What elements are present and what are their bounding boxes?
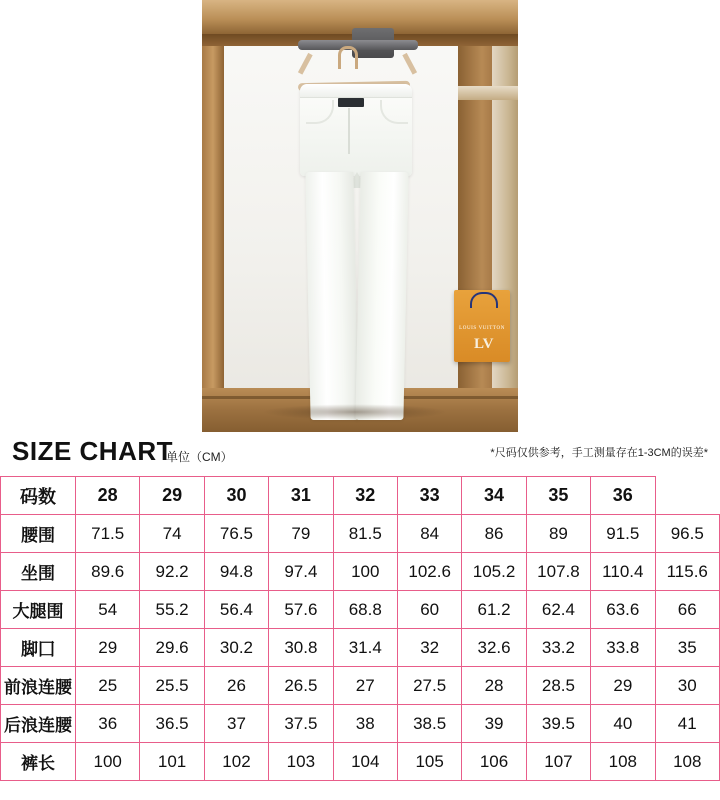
table-cell: 30 [655, 667, 719, 705]
row-label: 脚囗 [1, 629, 76, 667]
unit-label: 单位（CM） [166, 450, 233, 464]
table-cell: 57.6 [269, 591, 333, 629]
table-cell: 68.8 [333, 591, 397, 629]
table-cell: 74 [140, 515, 204, 553]
table-cell: 81.5 [333, 515, 397, 553]
table-cell: 30.2 [204, 629, 268, 667]
hanger-hook [338, 46, 358, 69]
table-cell: 103 [269, 743, 333, 781]
table-cell: 27 [333, 667, 397, 705]
table-cell: 28 [462, 667, 526, 705]
wood-column-right-inner [492, 0, 518, 432]
jeans-waistband [300, 84, 412, 98]
table-cell: 76.5 [204, 515, 268, 553]
row-label: 坐围 [1, 553, 76, 591]
brand-label-tag [338, 98, 364, 107]
table-cell: 36 [76, 705, 140, 743]
table-cell: 66 [655, 591, 719, 629]
table-cell: 38.5 [397, 705, 461, 743]
zip-fly [348, 108, 350, 154]
measurement-note: *尺码仅供参考，手工测量存在1-3CM的误差* [490, 447, 708, 459]
header-cell: 31 [269, 477, 333, 515]
table-cell: 79 [269, 515, 333, 553]
table-cell: 89.6 [76, 553, 140, 591]
size-table [0, 476, 720, 781]
table-row [1, 667, 720, 705]
table-cell: 39 [462, 705, 526, 743]
table-cell: 105.2 [462, 553, 526, 591]
table-cell: 55.2 [140, 591, 204, 629]
floor-shadow [262, 404, 448, 420]
table-cell: 28.5 [526, 667, 590, 705]
table-cell: 36.5 [140, 705, 204, 743]
table-row [1, 553, 720, 591]
table-cell: 108 [591, 743, 655, 781]
table-cell: 104 [333, 743, 397, 781]
table-cell: 106 [462, 743, 526, 781]
table-cell: 38 [333, 705, 397, 743]
table-row [1, 591, 720, 629]
photo-scene [202, 0, 518, 432]
table-cell: 30.8 [269, 629, 333, 667]
row-label: 前浪连腰 [1, 667, 76, 705]
table-row [1, 515, 720, 553]
header-cell: 29 [140, 477, 204, 515]
header-cell: 28 [76, 477, 140, 515]
table-cell: 33.2 [526, 629, 590, 667]
table-cell: 107.8 [526, 553, 590, 591]
row-label: 腰围 [1, 515, 76, 553]
table-cell: 29 [591, 667, 655, 705]
header-cell: 35 [526, 477, 590, 515]
table-cell: 89 [526, 515, 590, 553]
row-label: 后浪连腰 [1, 705, 76, 743]
table-cell: 97.4 [269, 553, 333, 591]
table-cell: 63.6 [591, 591, 655, 629]
rail-bar [298, 40, 418, 50]
header-cell: 33 [397, 477, 461, 515]
table-cell: 84 [397, 515, 461, 553]
table-cell: 29.6 [140, 629, 204, 667]
table-cell: 102 [204, 743, 268, 781]
header-cell: 34 [462, 477, 526, 515]
table-cell: 29 [76, 629, 140, 667]
table-cell: 102.6 [397, 553, 461, 591]
table-cell: 108 [655, 743, 719, 781]
header-cell: 32 [333, 477, 397, 515]
table-cell: 101 [140, 743, 204, 781]
table-cell: 105 [397, 743, 461, 781]
table-cell: 107 [526, 743, 590, 781]
table-cell: 32 [397, 629, 461, 667]
table-cell: 92.2 [140, 553, 204, 591]
table-row [1, 629, 720, 667]
table-cell: 25 [76, 667, 140, 705]
table-cell: 32.6 [462, 629, 526, 667]
jeans-leg-right [355, 172, 408, 420]
table-cell: 27.5 [397, 667, 461, 705]
shelf-middle [458, 86, 518, 100]
table-cell: 86 [462, 515, 526, 553]
table-cell: 100 [76, 743, 140, 781]
table-cell: 35 [655, 629, 719, 667]
header-cell: 36 [591, 477, 655, 515]
table-cell: 54 [76, 591, 140, 629]
table-cell: 61.2 [462, 591, 526, 629]
table-cell: 91.5 [591, 515, 655, 553]
wood-strip-left [202, 0, 224, 432]
table-cell: 94.8 [204, 553, 268, 591]
table-cell: 31.4 [333, 629, 397, 667]
shopping-bag-brand-text: LOUIS VUITTON [459, 326, 505, 331]
page-title: SIZE CHART [12, 436, 173, 466]
table-cell: 110.4 [591, 553, 655, 591]
shopping-bag-handle [470, 292, 498, 308]
table-cell: 71.5 [76, 515, 140, 553]
table-cell: 37.5 [269, 705, 333, 743]
size-chart-header [0, 432, 720, 478]
jeans-leg-left [305, 172, 358, 420]
table-cell: 26.5 [269, 667, 333, 705]
row-label: 裤长 [1, 743, 76, 781]
shopping-bag-logo: LV [474, 336, 494, 352]
header-cell: 码数 [1, 477, 76, 515]
header-cell: 30 [204, 477, 268, 515]
table-cell: 100 [333, 553, 397, 591]
table-row [1, 705, 720, 743]
table-row [1, 743, 720, 781]
table-cell: 25.5 [140, 667, 204, 705]
white-jeans [286, 84, 426, 420]
table-cell: 56.4 [204, 591, 268, 629]
table-cell: 115.6 [655, 553, 719, 591]
table-header-row [1, 477, 720, 515]
size-table-wrapper [0, 476, 720, 781]
table-cell: 37 [204, 705, 268, 743]
table-cell: 96.5 [655, 515, 719, 553]
table-cell: 40 [591, 705, 655, 743]
table-cell: 62.4 [526, 591, 590, 629]
table-cell: 26 [204, 667, 268, 705]
table-cell: 33.8 [591, 629, 655, 667]
table-cell: 41 [655, 705, 719, 743]
table-cell: 60 [397, 591, 461, 629]
row-label: 大腿围 [1, 591, 76, 629]
table-cell: 39.5 [526, 705, 590, 743]
